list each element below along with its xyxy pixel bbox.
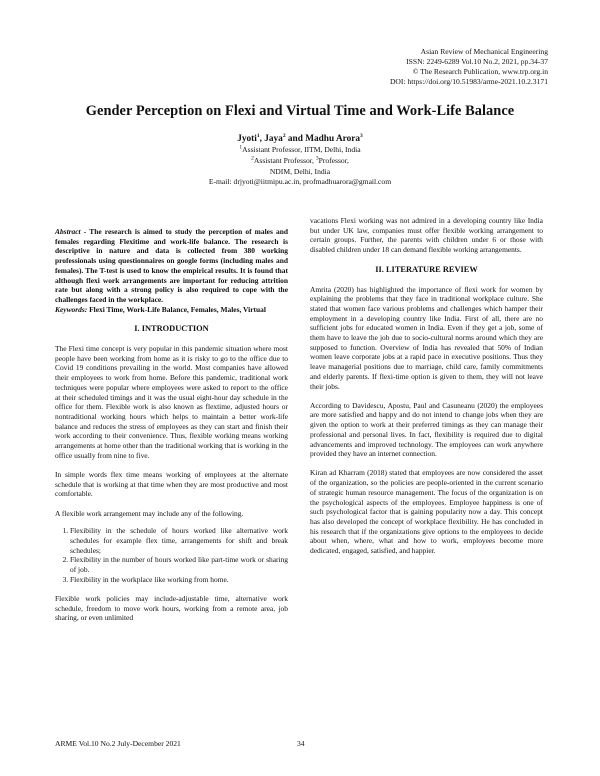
intro-continuation: vacations Flexi working was not admired in a developing country like India but under UK law, companies must offer flexible working arrangement to certain groups. Further, the parents with children under 6 or those with disabled children under 18 can demand flexible working arrangements. — [310, 216, 543, 255]
journal-header — [248, 47, 548, 87]
footer-journal-info: ARME Vol.10 No.2 July-December 2021 — [55, 739, 181, 748]
author-names: Jyoti$^1$, Jaya$^2$ and Madhu Arora$^3$ — [237, 132, 363, 144]
author-3: Madhu Arora — [305, 134, 361, 144]
review-paragraph-1: Amrita (2020) has highlighted the importance of flexi work for women by explaining the problems that they face in traditional workplace culture. She stated that women face various problems and challenges which hamper their employment in a developing country like India. First of all, there are no sufficient jobs for educated women in India. Even if they get a job, some of them have to leave the job due to socio-cultural norms around which they are supposed to function. Overview of India has revealed that 50% of Indian women leave corporate jobs at a rapid pace in executive positions. Thus they leave managerial positions due to marriage, child care, family commitments and elderly parents. If flexi-time option is given to them, they will not leave their jobs. — [310, 284, 543, 391]
paper-title: Gender Perception on Flexi and Virtual Time and Work-Life Balance — [85, 103, 515, 119]
author-email: E-mail: drjyoti@iitmipu.ac.in, profmadhuarora@gmail.com — [208, 177, 392, 187]
author-1: Jyoti — [237, 134, 257, 144]
list-item: 1. Flexibility in the schedule of hours worked like alternative work schedules for example flex time, arrangements for shift and break schedules; — [70, 526, 288, 555]
doi-line: DOI: https://doi.org/10.51983/arme-2021.10.2.3171 — [389, 77, 548, 86]
literature-review-heading: II. LITERATURE REVIEW — [375, 264, 478, 274]
keywords: Keywords: Flexi Time, Work-Life Balance, Females, Males, Virtual — [55, 304, 266, 314]
author-block — [0, 133, 600, 188]
intro-paragraph-1: The Flexi time concept is very popular in this pandemic situation where most people have been working from home as it is risky to go to the office due to Covid 19 conditions prevailing in the world. Most companies have allowed their employees to work from home. Before this pandemic, traditional work techniques were popular where employees were asked to report to the office at their scheduled timings and it was the usual eight-hour day schedule in the office for them. Flexible work is also known as flextime, adjusted hours or nontraditional working hours which helps to maintain a better work-life balance and reduces the stress of employees as they can start and finish their work according to their convenience. Thus, flexible working means working arrangements at home other than the traditional working that is working in the office usually from nine to five. — [55, 344, 288, 460]
flex-arrangement-list — [55, 526, 288, 584]
introduction-heading: I. INTRODUCTION — [134, 324, 209, 334]
abstract: Abstract - The research is aimed to study the perception of males and females regarding Flexitime and work-life balance. The research is descriptive in nature and data is collected from 380 working professionals using questionnaires on google forms (including males and females). The T-test is used to know the empirical results. It is found that although flexi work arrangements are important for reducing attrition rate but along with a strong policy is also required to cope with the challenges faced in the workplace. — [55, 227, 288, 304]
affiliation-2: $^2$Assistant Professor, $^3$Professor, — [251, 155, 349, 165]
page-number: 34 — [297, 739, 305, 748]
list-item: 3. Flexibility in the workplace like working from home. — [70, 575, 288, 585]
intro-paragraph-2: In simple words flex time means working of employees at the alternate schedule that is working at that time when they are most productive and most comfortable. — [55, 469, 288, 499]
publisher-line: © The Research Publication, www.trp.org.in — [412, 67, 548, 76]
review-paragraph-3: Kiran ad Kharram (2018) stated that employees are now considered the asset of the organization, so the policies are people-oriented in the current scenario of strategic human resource management. The focus of the organization is on the psychological aspects of the employees. Employee happiness is one of such psychological factor that is gaining popularity now a day. This concept has also developed the concept of workplace flexibility. He has concluded in his research that if the organizations give options to the employees to decide about when, where, what and how to work, employees become more dedicated, engaged, satisfied, and happier. — [310, 468, 543, 556]
affiliation-city: NDIM, Delhi, India — [269, 166, 331, 176]
intro-paragraph-3: A flexible work arrangement may include any of the following. — [55, 508, 244, 518]
left-column — [55, 227, 288, 623]
issn-line: ISSN: 2249-6289 Vol.10 No.2, 2021, pp.34-37 — [406, 57, 548, 66]
affiliation-1: $^1$Assistant Professor, IITM, Delhi, India — [239, 144, 361, 154]
intro-paragraph-4: Flexible work policies may include-adjustable time, alternative work schedule, freedom to move work hours, working from a remote area, job sharing, or even unlimited — [55, 594, 288, 623]
right-column — [310, 216, 543, 556]
review-paragraph-2: According to Davidescu, Apostu, Paul and Casuneanu (2020) the employees are more satisfied and happy and do not intend to change jobs when they are given the option to work at their preferred timings as they can manage their professional and personal lives. In fact, flexibility is required due to digital advancements and improved technology. The employees can work anywhere provided they have an internet connection. — [310, 400, 543, 459]
author-2: Jaya — [264, 134, 283, 144]
journal-name: Asian Review of Mechanical Engineering — [420, 47, 548, 56]
list-item: 2. Flexibility in the number of hours worked like part-time work or sharing of job. — [70, 555, 288, 574]
